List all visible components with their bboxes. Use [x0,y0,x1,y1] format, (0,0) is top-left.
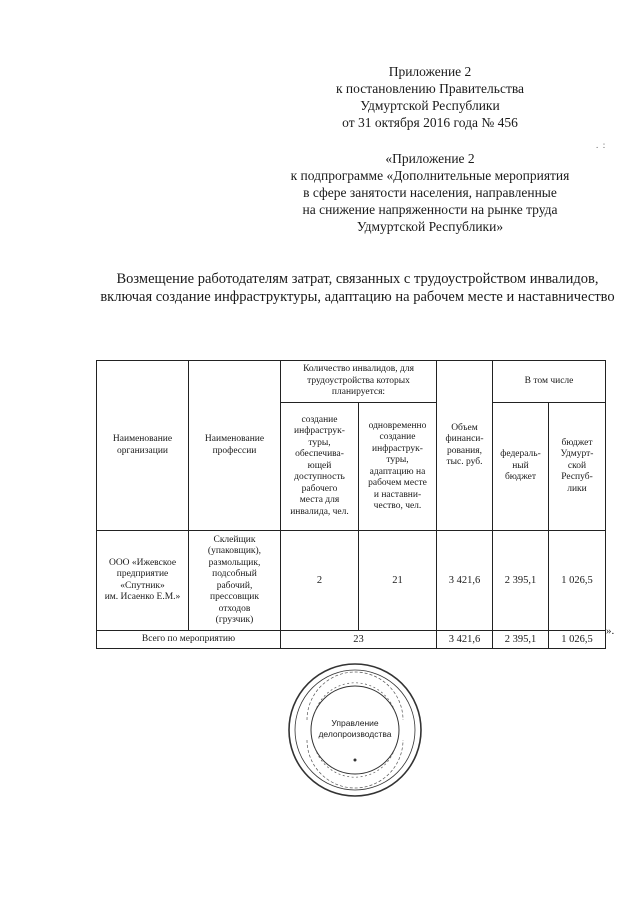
header-simultaneous-count: одновременно создание инфраструк- туры, адаптацию на рабочем месте и наставни- чество, чел. [359,403,437,531]
stamp-seal-graphic [285,660,425,800]
header-republic-budget: бюджет Удмурт- ской Респуб- лики [549,403,606,531]
header-line: на снижение напряженности на рынке труда [302,202,558,217]
header-line: к подпрограмме «Дополнительные мероприятия [290,168,570,183]
cell-infra-count: 2 [281,531,359,631]
funding-table [96,360,606,649]
header-approval-block [330,63,530,131]
header-line: в сфере занятости населения, направленные [303,185,557,200]
header-line: Удмуртской Республики [360,98,500,113]
cell-total-federal-budget: 2 395,1 [493,631,549,649]
cell-republic-budget: 1 026,5 [549,531,606,631]
header-profession: Наименование профессии [189,361,281,531]
cell-funding-volume: 3 421,6 [437,531,493,631]
header-line: Приложение 2 [388,64,472,79]
scan-speck: . : [596,140,606,150]
cell-profession: Склейщик (упаковщик), размольщик, подсобный рабочий, прессовщик отходов (грузчик) [189,531,281,631]
header-line: Удмуртской Республики» [356,219,504,234]
header-federal-budget: федераль- ный бюджет [493,403,549,531]
cell-total-republic-budget: 1 026,5 [549,631,606,649]
header-org-name: Наименование организации [97,361,189,531]
closing-quote-mark: ». [606,625,615,637]
header-including: В том числе [493,361,606,403]
cell-federal-budget: 2 395,1 [493,531,549,631]
header-line: «Приложение 2 [385,151,475,166]
table-total-row [97,631,606,649]
cell-org-name: ООО «Ижевское предприятие «Спутник» им. Исаенко Е.М.» [97,531,189,631]
stamp-text-line-2: делопроизводства [318,729,392,739]
cell-total-funding-volume: 3 421,6 [437,631,493,649]
header-funding-volume: Объем финанси- рования, тыс. руб. [437,361,493,531]
office-stamp [285,660,425,800]
cell-total-label: Всего по мероприятию [97,631,281,649]
stamp-text-line-1: Управление [331,718,379,728]
header-disabled-count: Количество инвалидов, для трудоустройства которых планируется: [281,361,437,403]
header-line: к постановлению Правительства [335,81,525,96]
document-title: Возмещение работодателям затрат, связанных с трудоустройством инвалидов, включая создание инфраструктуры, адаптацию на рабочем месте и наставничество [100,271,615,305]
header-subprogram-block [270,150,590,235]
cell-total-count: 23 [281,631,437,649]
header-infra-count: создание инфраструк- туры, обеспечива- ющей доступность рабочего места для инвалида, чел. [281,403,359,531]
header-line: от 31 октября 2016 года № 456 [342,115,518,130]
table-row [97,531,606,631]
cell-simultaneous-count: 21 [359,531,437,631]
